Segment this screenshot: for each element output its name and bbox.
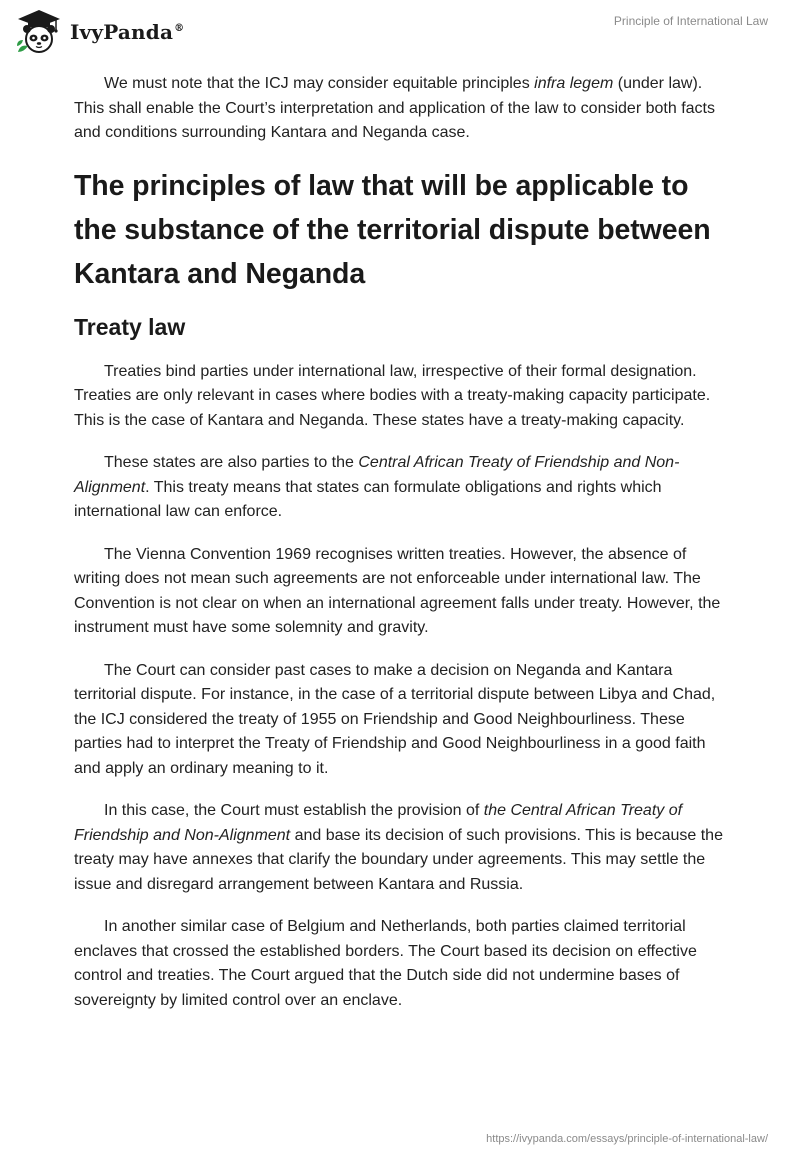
section-heading: The principles of law that will be applicable to the substance of the territorial dispute between Kantara and Neganda: [74, 169, 711, 290]
paragraph-5: In this case, the Court must establish the provision of the Central African Treaty of Friendship and Non-Alignment and base its decision of such provisions. This is because the treaty may have annexes that clarify the boundary under agreements. This may settle the issue and disregard arrangement between Kantara and Russia.: [74, 802, 723, 893]
paragraph-3: The Vienna Convention 1969 recognises written treaties. However, the absence of writing does not mean such agreements are not enforceable under international law. The Convention is not clear on when an international agreement falls under treaty. However, the instrument must have some solemnity and gravity.: [74, 545, 721, 636]
document-title: Principle of International Law: [613, 14, 768, 28]
paragraph-6: In another similar case of Belgium and Netherlands, both parties claimed territorial enclaves that crossed the established borders. The Court based its decision on effective control and treaties. The Court argued that the Dutch side did not undermine bases of sovereignty by limited control over an enclave.: [74, 918, 697, 1009]
paragraph-2: These states are also parties to the Central African Treaty of Friendship and Non-Alignment. This treaty means that states can formulate obligations and rights which international law can enforce.: [74, 454, 680, 520]
brand-name: IvyPanda®: [70, 20, 185, 44]
source-url[interactable]: https://ivypanda.com/essays/principle-of-international-law/: [486, 1133, 768, 1145]
essay-content: [74, 72, 724, 1031]
subsection-heading: Treaty law: [74, 313, 186, 340]
paragraph-4: The Court can consider past cases to make a decision on Neganda and Kantara territorial dispute. For instance, in the case of a territorial dispute between Libya and Chad, the ICJ considered the treaty of 1955 on Friendship and Good Neighbourliness. These parties had to interpret the Treaty of Friendship and Good Neighbourliness in a good faith and apply an ordinary meaning to it.: [74, 661, 716, 777]
panda-graduate-icon: [14, 8, 64, 56]
page-header: [0, 0, 800, 60]
paragraph-intro: We must note that the ICJ may consider equitable principles infra legem (under law). This shall enable the Court’s interpretation and application of the law to consider both facts and conditions surrounding Kantara and Neganda case.: [74, 75, 715, 141]
ivypanda-logo[interactable]: [14, 8, 184, 56]
registered-mark: ®: [174, 23, 185, 35]
paragraph-1: Treaties bind parties under international law, irrespective of their formal designation. Treaties are only relevant in cases where bodies with a treaty-making capacity participate. This is the case of Kantara and Neganda. These states have a treaty-making capacity.: [74, 362, 711, 429]
